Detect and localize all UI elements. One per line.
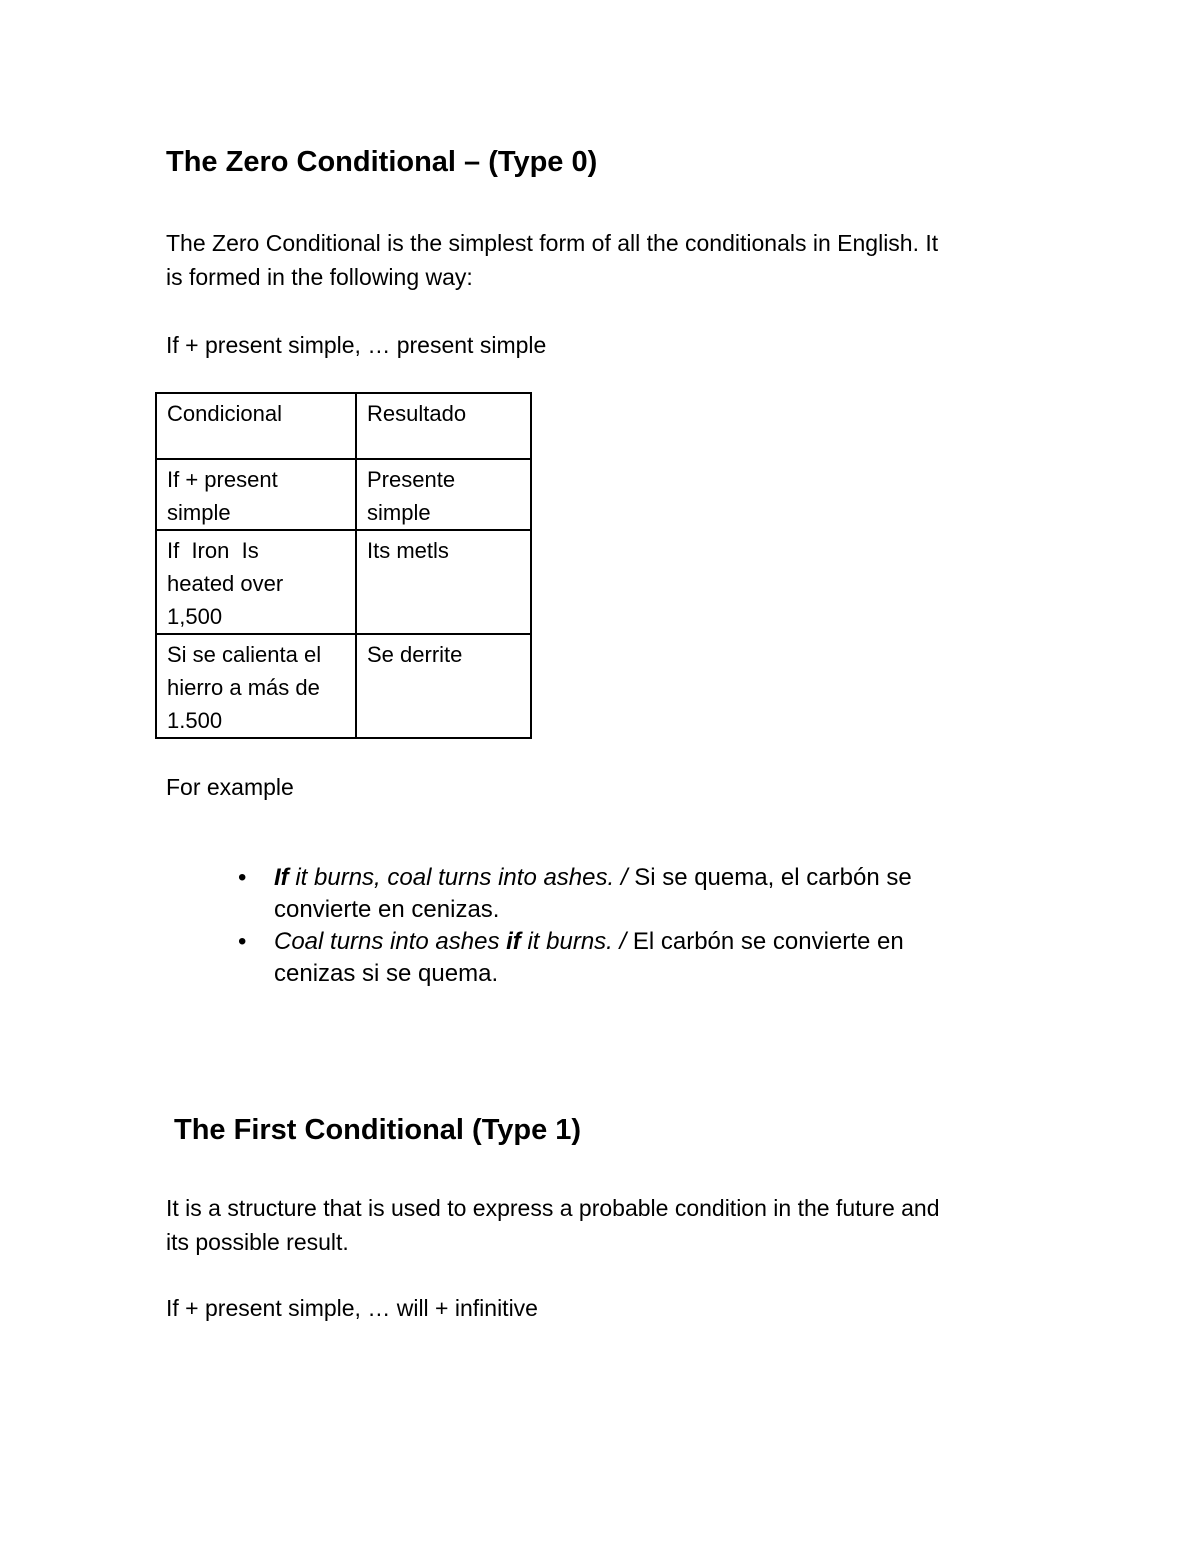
formula-text: If + present simple, … present simple <box>166 332 547 358</box>
cell-line: 1,500 <box>167 604 223 629</box>
cell-line: hierro a más de <box>167 675 320 700</box>
first-conditional-heading: The First Conditional (Type 1) <box>174 1114 582 1146</box>
list-item <box>234 926 1014 990</box>
example-translation-cont: convierte en cenizas. <box>274 896 500 923</box>
cell-line: Se derrite <box>367 642 463 667</box>
formula-text: If + present simple, … will + infinitive <box>166 1295 538 1321</box>
intro-line-1: The Zero Conditional is the simplest form of all the conditionals in English. It <box>166 230 939 256</box>
cell-line: If + present <box>167 467 278 492</box>
header-cell-condicional: Condicional <box>156 393 356 459</box>
table-row <box>156 530 531 634</box>
example-bold-if: If <box>274 864 289 891</box>
examples-list <box>234 862 1014 990</box>
intro-line-1: It is a structure that is used to express a probable condition in the future and <box>166 1195 940 1221</box>
cell-line: If Iron Is <box>167 538 259 563</box>
intro-line-2: its possible result. <box>166 1229 349 1255</box>
zero-conditional-heading: The Zero Conditional – (Type 0) <box>166 146 598 178</box>
for-example-text: For example <box>166 774 294 800</box>
table-cell <box>156 530 356 634</box>
cell-line: Its metls <box>367 538 449 563</box>
table-row <box>156 459 531 530</box>
intro-line-2: is formed in the following way: <box>166 264 473 290</box>
conditional-table <box>155 392 532 739</box>
bullet-icon: • <box>238 864 247 891</box>
cell-line: 1.500 <box>167 708 223 733</box>
example-translation-cont: cenizas si se quema. <box>274 960 499 987</box>
first-conditional-intro <box>166 1191 1036 1259</box>
example-bold-if: if <box>506 928 521 955</box>
header-cell-resultado: Resultado <box>356 393 531 459</box>
cell-line: simple <box>367 500 431 525</box>
table-header-row <box>156 393 531 459</box>
table-row <box>156 634 531 738</box>
cell-line: Si se calienta el <box>167 642 322 667</box>
example-translation: El carbón se convierte en <box>632 928 904 955</box>
table-cell <box>156 634 356 738</box>
bullet-icon: • <box>238 928 247 955</box>
cell-line: Presente <box>367 467 456 492</box>
cell-line: heated over <box>167 571 284 596</box>
cell-line: simple <box>167 500 231 525</box>
table-cell <box>156 459 356 530</box>
list-item <box>234 862 1014 926</box>
example-english-cont: it burns. / <box>520 928 633 955</box>
zero-conditional-formula <box>166 328 1036 362</box>
first-conditional-formula <box>166 1291 1036 1325</box>
zero-conditional-intro <box>166 226 1036 294</box>
for-example-label <box>166 770 1036 804</box>
table-cell <box>356 634 531 738</box>
table-cell <box>356 459 531 530</box>
example-english: it burns, coal turns into ashes. / <box>288 864 635 891</box>
table-cell <box>356 530 531 634</box>
example-translation: Si se quema, el carbón se <box>634 864 912 891</box>
example-english: Coal turns into ashes <box>274 928 507 955</box>
